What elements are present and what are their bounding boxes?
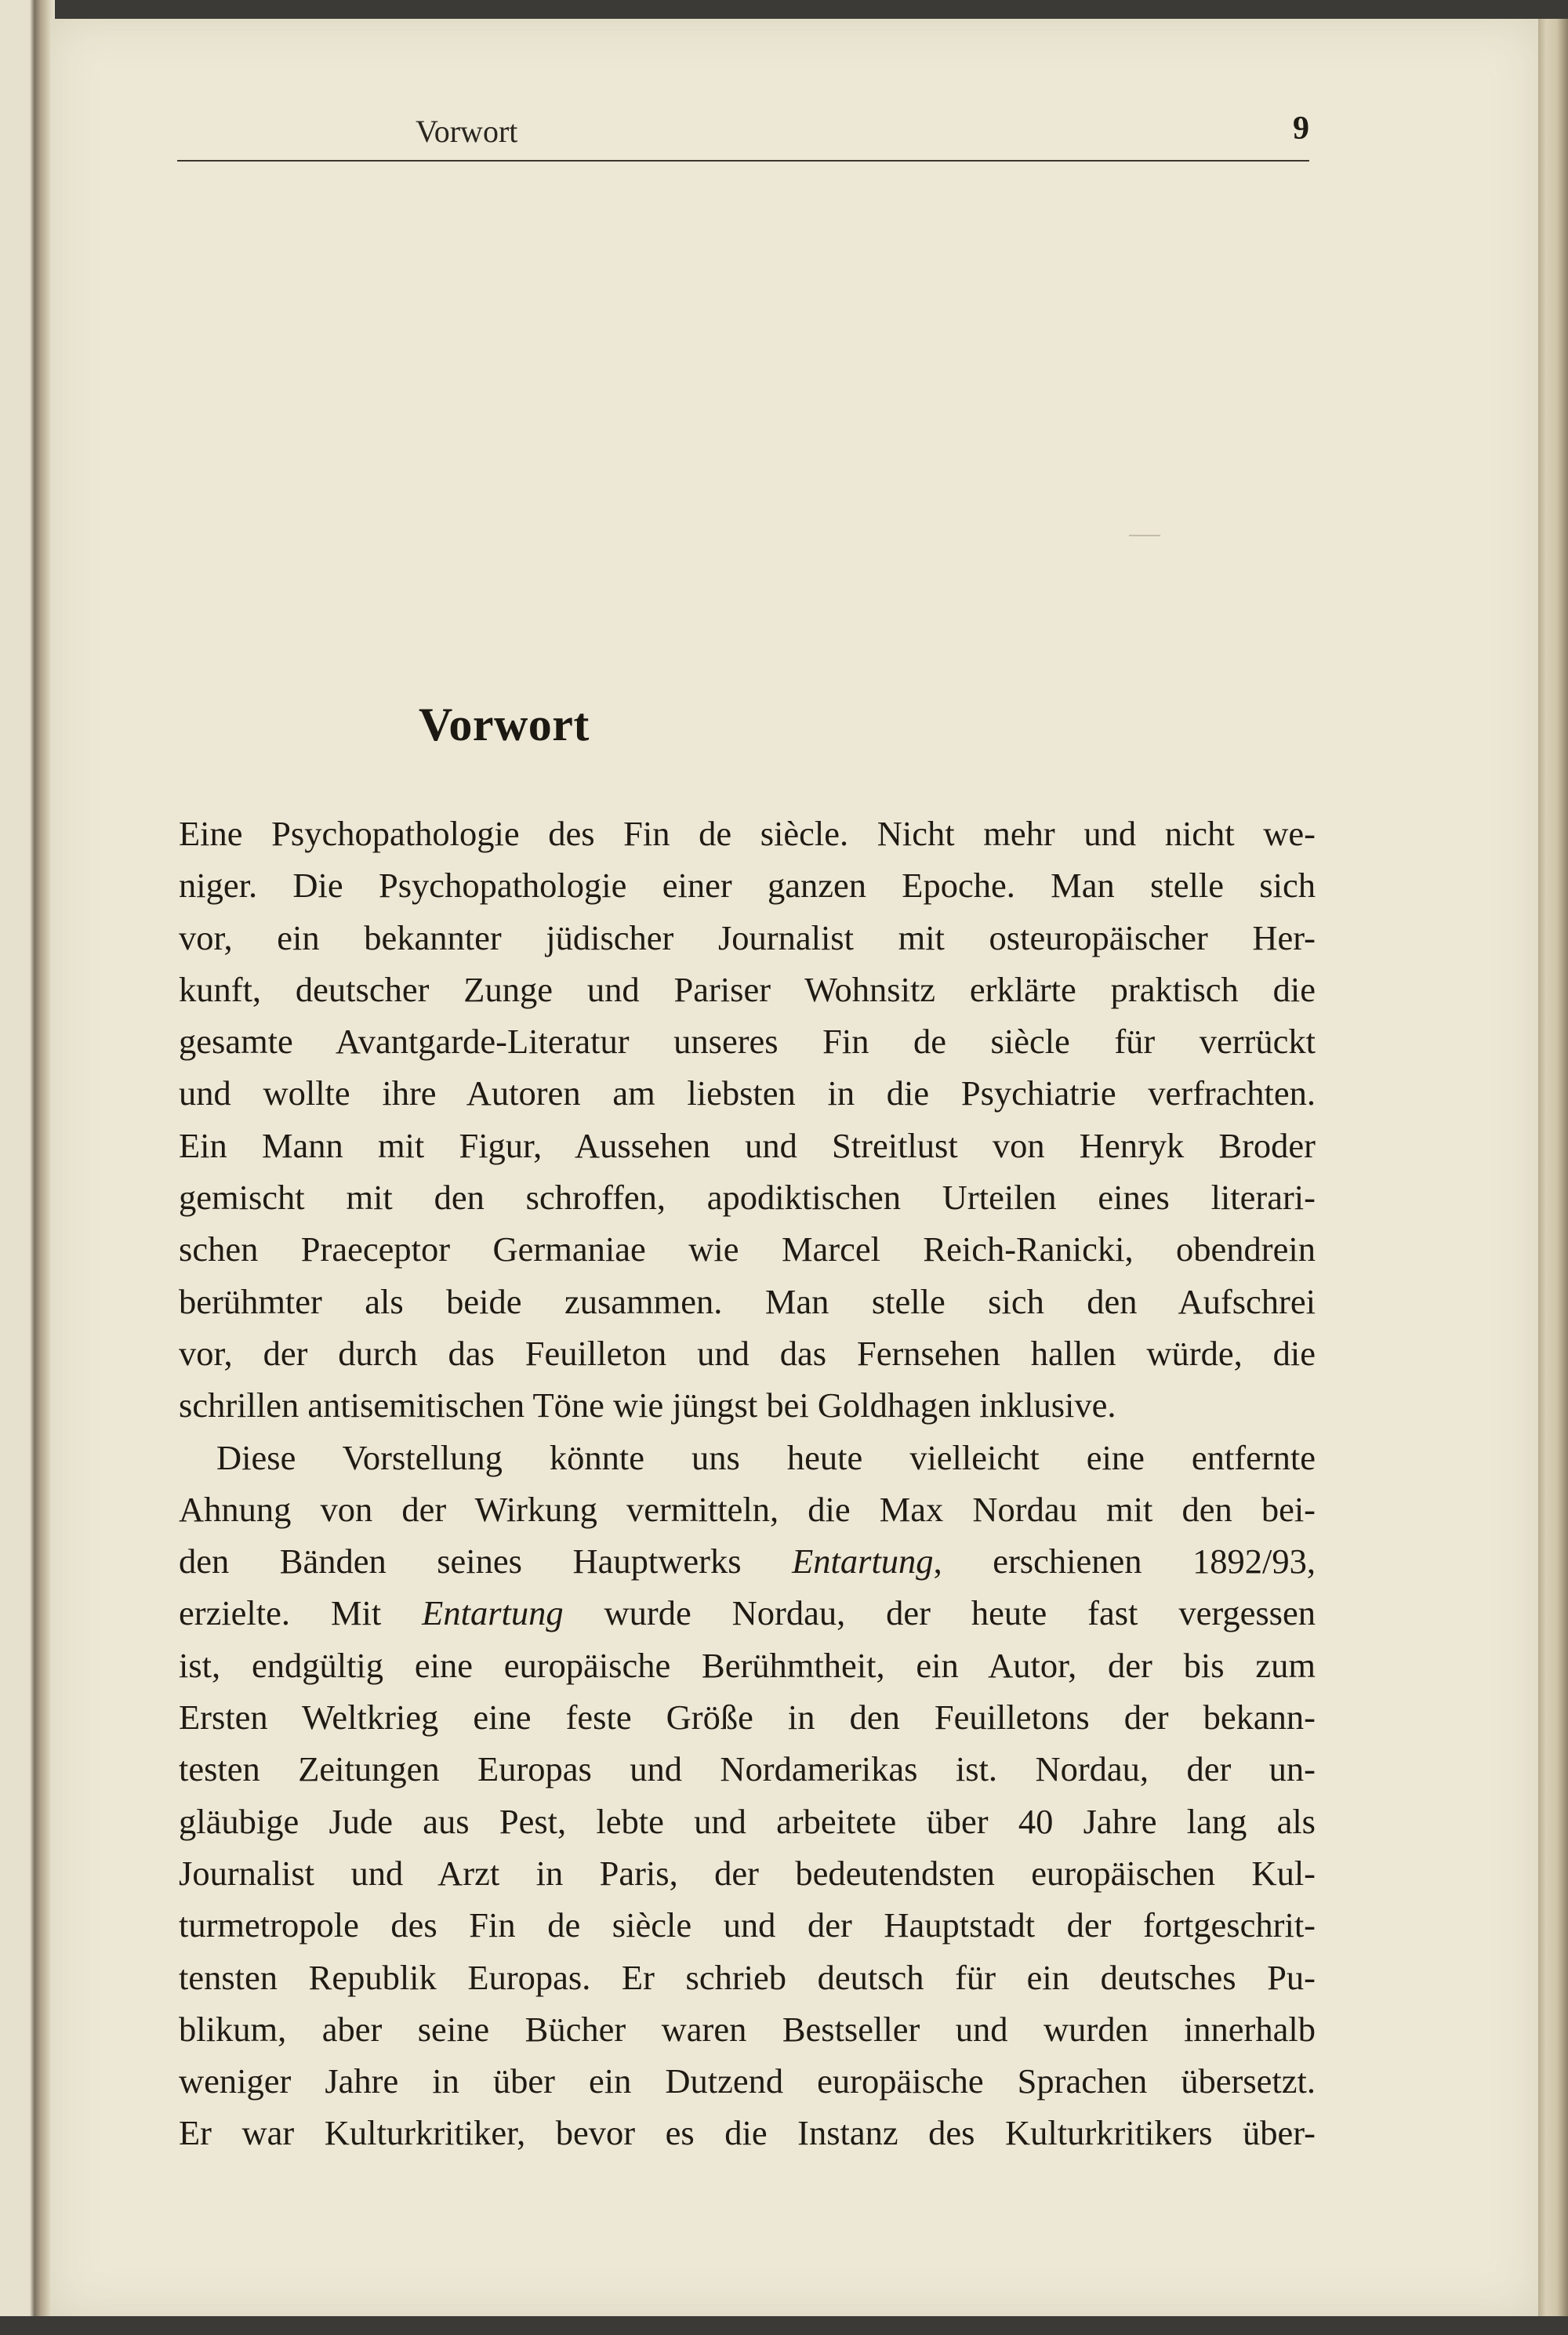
running-head (177, 110, 1309, 162)
text-line: ist, endgültig eine europäische Berühmtheit, ein Autor, der bis zum (179, 1645, 1316, 1685)
text-line: schrillen antisemitischen Töne wie jüngst bei Goldhagen inklusive. (179, 1385, 1116, 1425)
print-mark (1129, 535, 1160, 536)
text-line: berühmter als beide zusammen. Man stelle sich den Aufschrei (179, 1281, 1316, 1321)
text-segment: den Bänden seines Hauptwerks (179, 1542, 793, 1581)
text-line: vor, der durch das Feuilleton und das Fernsehen hallen würde, die (179, 1333, 1316, 1373)
text-line: Ersten Weltkrieg eine feste Größe in den Feuilletons der bekann- (179, 1698, 1316, 1738)
book-title-emphasis: Entartung (422, 1593, 564, 1633)
text-line: weniger Jahre in über ein Dutzend europäische Sprachen übersetzt. (179, 2061, 1316, 2101)
text-line: gemischt mit den schroffen, apodiktischen Urteilen eines literari- (179, 1178, 1316, 1218)
text-line (179, 1587, 1316, 1639)
scan-left-edge (0, 0, 55, 2335)
text-line: gesamte Avantgarde-Literatur unseres Fin de siècle für verrückt (179, 1022, 1316, 1062)
text-line (179, 1535, 1316, 1587)
text-line: niger. Die Psychopathologie einer ganzen Epoche. Man stelle sich (179, 866, 1316, 906)
text-line: und wollte ihre Autoren am liebsten in die Psychiatrie verfrachten. (179, 1073, 1316, 1113)
text-line: vor, ein bekannter jüdischer Journalist mit osteuropäischer Her- (179, 917, 1316, 957)
text-segment: wurde Nordau, der heute fast vergessen (563, 1593, 1316, 1633)
text-line: blikum, aber seine Bücher waren Bestseller und wurden innerhalb (179, 2009, 1316, 2049)
running-head-title: Vorwort (416, 114, 518, 149)
body-text (179, 808, 1316, 2159)
text-line: gläubige Jude aus Pest, lebte und arbeitete über 40 Jahre lang als (179, 1801, 1316, 1841)
text-line: turmetropole des Fin de siècle und der Hauptstadt der fortgeschrit- (179, 1905, 1316, 1945)
chapter-title: Vorwort (419, 699, 590, 750)
text-line: Journalist und Arzt in Paris, der bedeutendsten europäischen Kul- (179, 1853, 1316, 1893)
text-line: tensten Republik Europas. Er schrieb deutsch für ein deutsches Pu- (179, 1957, 1316, 1997)
text-line: schen Praeceptor Germaniae wie Marcel Reich-Ranicki, obendrein (179, 1229, 1316, 1269)
text-segment: , erschienen 1892/93, (933, 1542, 1316, 1581)
scan-bottom-edge (0, 2316, 1568, 2335)
text-line: Er war Kulturkritiker, bevor es die Instanz des Kulturkritikers über- (179, 2113, 1316, 2153)
text-segment: erzielte. Mit (179, 1593, 423, 1633)
text-line: testen Zeitungen Europas und Nordamerikas ist. Nordau, der un- (179, 1749, 1316, 1789)
text-line: kunft, deutscher Zunge und Pariser Wohnsitz erklärte praktisch die (179, 969, 1316, 1009)
text-line: Ahnung von der Wirkung vermitteln, die Max Nordau mit den bei- (179, 1489, 1316, 1529)
scan-right-edge (1538, 19, 1568, 2335)
text-line: Eine Psychopathologie des Fin de siècle. Nicht mehr und nicht we- (179, 814, 1316, 853)
book-title-emphasis: Entartung (792, 1542, 934, 1581)
scan-top-edge (0, 0, 1568, 20)
text-line: Diese Vorstellung könnte uns heute vielleicht eine entfernte (216, 1437, 1316, 1477)
page-number: 9 (1293, 111, 1309, 147)
text-line: Ein Mann mit Figur, Aussehen und Streitlust von Henryk Broder (179, 1125, 1316, 1165)
